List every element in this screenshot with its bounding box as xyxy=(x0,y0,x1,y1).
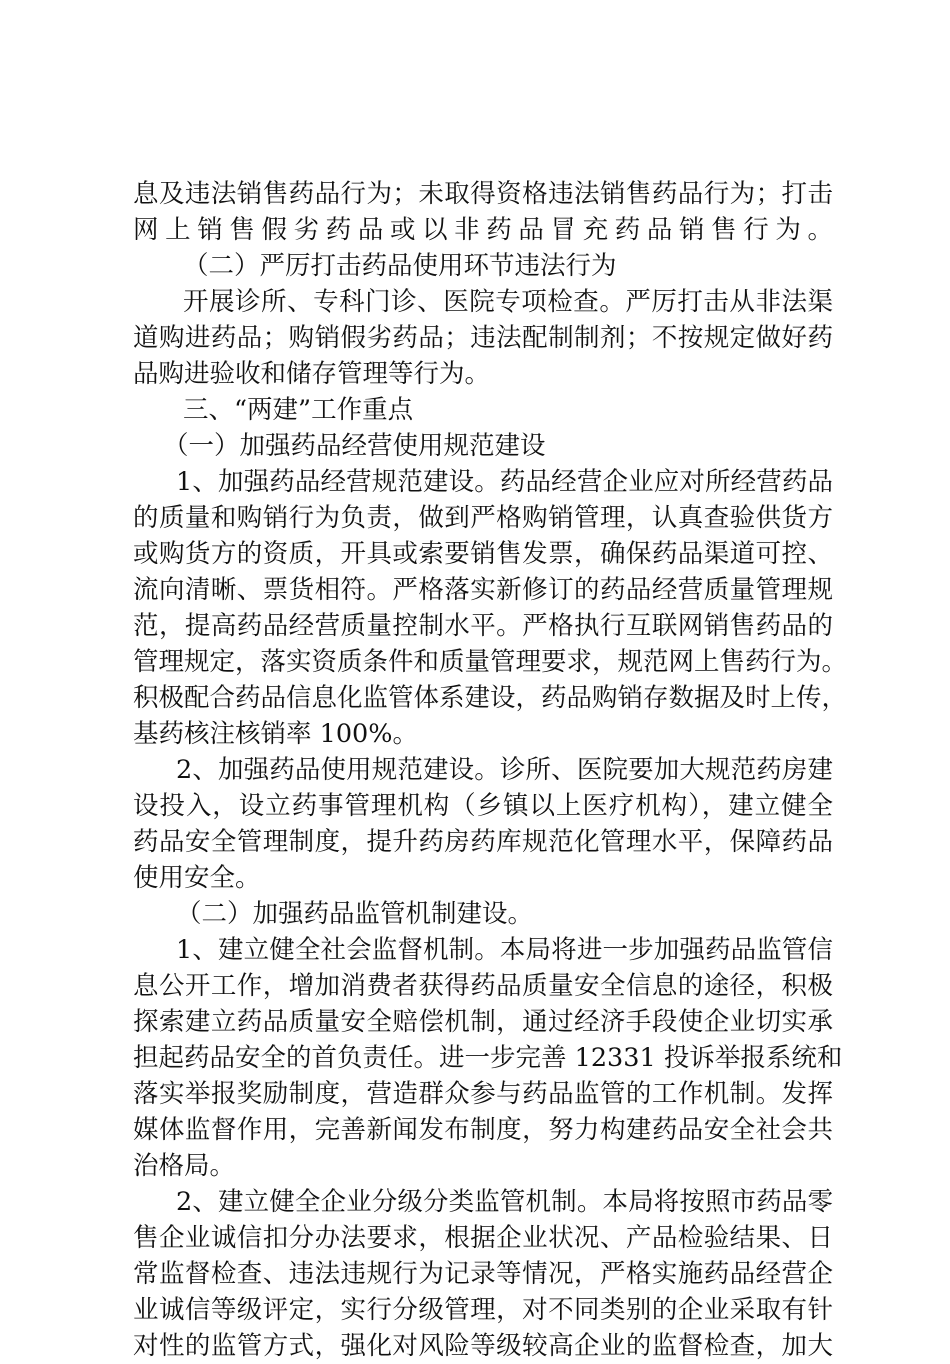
text-line: 1、建立健全社会监督机制。本局将进一步加强药品监管信 xyxy=(176,935,833,965)
text-line: 或购货方的资质，开具或索要销售发票，确保药品渠道可控、 xyxy=(133,539,833,569)
text-line: 治格局。 xyxy=(133,1151,236,1181)
text-line: 常监督检查、违法违规行为记录等情况，严格实施药品经营企 xyxy=(133,1259,833,1289)
text-line: 息公开工作，增加消费者获得药品质量安全信息的途径，积极 xyxy=(133,971,833,1001)
text-line: 基药核注核销率 100%。 xyxy=(133,719,419,749)
text-line: 的质量和购销行为负责，做到严格购销管理，认真查验供货方 xyxy=(133,503,833,533)
text-line: 担起药品安全的首负责任。进一步完善 12331 投诉举报系统和 xyxy=(133,1043,843,1073)
text-line: 道购进药品；购销假劣药品；违法配制制剂；不按规定做好药 xyxy=(133,323,833,353)
text-line: 网上销售假劣药品或以非药品冒充药品销售行为。 xyxy=(133,215,833,245)
text-line: 药品安全管理制度，提升药房药库规范化管理水平，保障药品 xyxy=(133,827,833,857)
text-line: 流向清晰、票货相符。严格落实新修订的药品经营质量管理规 xyxy=(133,575,833,605)
text-line: 设投入，设立药事管理机构（乡镇以上医疗机构），建立健全 xyxy=(133,791,833,821)
text-line: 2、加强药品使用规范建设。诊所、医院要加大规范药房建 xyxy=(176,755,833,785)
text-line: 积极配合药品信息化监管体系建设，药品购销存数据及时上传， xyxy=(133,683,848,713)
text-line: 范，提高药品经营质量控制水平。严格执行互联网销售药品的 xyxy=(133,611,833,641)
text-line: 品购进验收和储存管理等行为。 xyxy=(133,359,491,389)
text-line: 落实举报奖励制度，营造群众参与药品监管的工作机制。发挥 xyxy=(133,1079,833,1109)
text-line: 管理规定，落实资质条件和质量管理要求，规范网上售药行为。 xyxy=(133,647,848,677)
section-heading: （二）严厉打击药品使用环节违法行为 xyxy=(183,251,617,281)
text-line: 探索建立药品质量安全赔偿机制，通过经济手段使企业切实承 xyxy=(133,1007,833,1037)
section-heading: 三、“两建”工作重点 xyxy=(183,395,414,425)
text-line: 使用安全。 xyxy=(133,863,261,893)
text-line: 售企业诚信扣分办法要求，根据企业状况、产品检验结果、日 xyxy=(133,1223,833,1253)
text-line: 媒体监督作用，完善新闻发布制度，努力构建药品安全社会共 xyxy=(133,1115,833,1145)
text-line: 息及违法销售药品行为；未取得资格违法销售药品行为；打击 xyxy=(133,179,833,209)
text-line: 对性的监管方式，强化对风险等级较高企业的监督检查，加大 xyxy=(133,1331,833,1361)
section-heading: （一）加强药品经营使用规范建设 xyxy=(163,431,546,461)
text-line: 1、加强药品经营规范建设。药品经营企业应对所经营药品 xyxy=(176,467,833,497)
text-line: 2、建立健全企业分级分类监管机制。本局将按照市药品零 xyxy=(176,1187,833,1217)
text-line: 开展诊所、专科门诊、医院专项检查。严厉打击从非法渠 xyxy=(183,287,833,317)
text-line: 业诚信等级评定，实行分级管理，对不同类别的企业采取有针 xyxy=(133,1295,833,1325)
section-heading: （二）加强药品监管机制建设。 xyxy=(176,899,534,929)
